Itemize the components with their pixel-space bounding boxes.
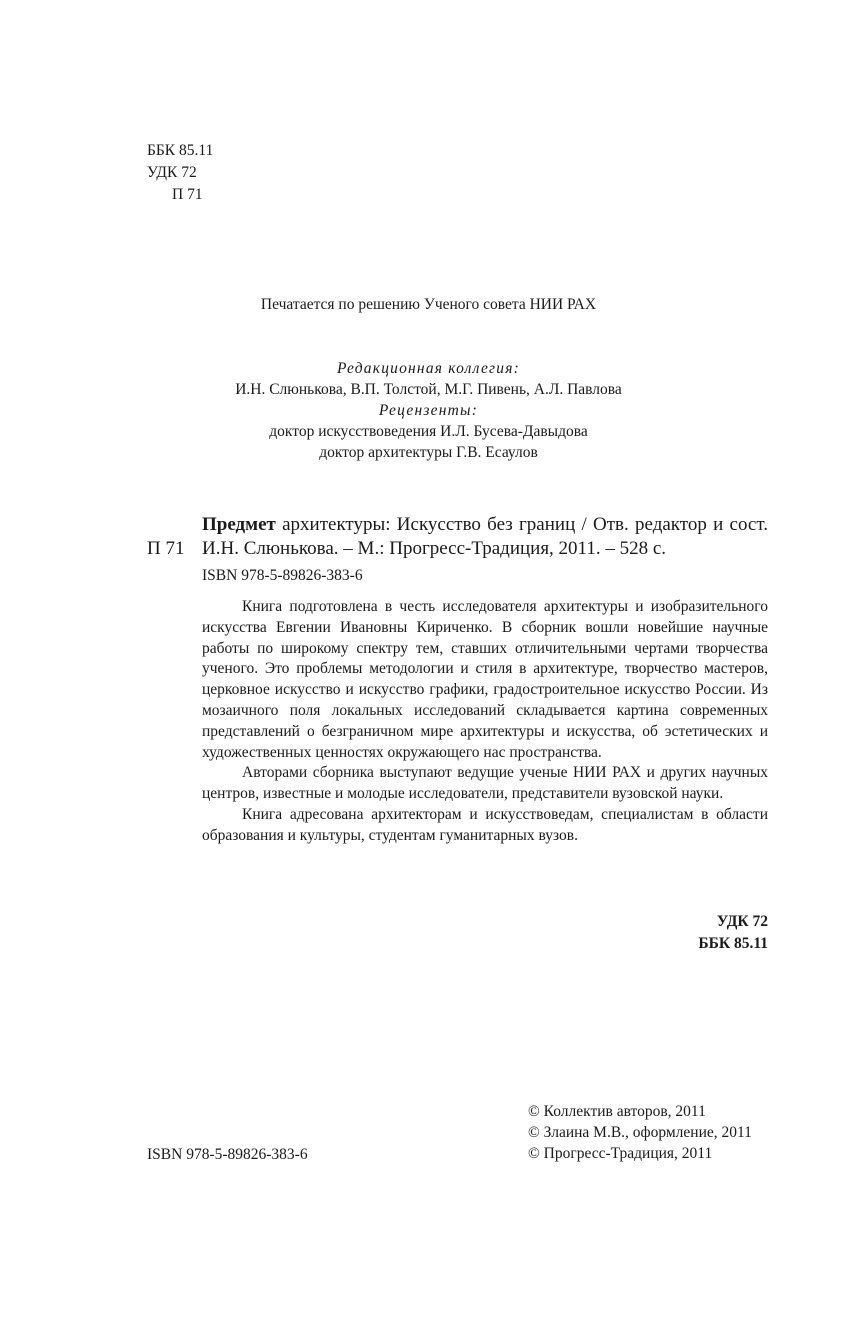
editorial-board-members: И.Н. Слюнькова, В.П. Толстой, М.Г. Пивень, А.Л. Павлова — [235, 381, 622, 398]
editorial-board-label: Редакционная коллегия: — [336, 360, 521, 377]
copyright-line: © Прогресс-Традиция, 2011 — [528, 1145, 713, 1162]
bbk-code-right: ББК 85.11 — [698, 935, 768, 952]
copyright-line: © Злаина М.В., оформление, 2011 — [528, 1124, 752, 1141]
annotation-paragraph-1: Книга подготовлена в честь исследователя архитектуры и изобразительного искусства Евгении Ивановны Кириченко. В сборник вошли новейшие научные работы по широкому спектру тем, ставших отличительными чертами творчества ученого. Это проблемы методологии и стиля в архитектуре, творчество мастеров, церковное искусство и искусство графики, градостроительное искусство России. Из мозаичного поля локальных исследований складывается картина современных представлений о безграничном мире архитектуры и искусства, об эстетических и художественных ценностях окружающего нас пространства. — [202, 598, 768, 761]
editorial-block — [0, 358, 857, 463]
annotation — [202, 597, 768, 847]
bbk-code: ББК 85.11 — [147, 142, 214, 159]
reviewer-1: доктор искусствоведения И.Л. Бусева-Давыдова — [269, 423, 588, 440]
copyright-block — [528, 1101, 752, 1164]
catalog-title-bold: Предмет — [202, 514, 276, 535]
udk-code: УДК 72 — [147, 164, 197, 181]
classification-codes-right — [698, 911, 768, 955]
reviewer-2: доктор архитектуры Г.В. Есаулов — [319, 444, 538, 461]
annotation-paragraph-2: Авторами сборника выступают ведущие ученые НИИ РАХ и других научных центров, известные и молодые исследователи, представители вузовской науки. — [202, 764, 768, 803]
copyright-line: © Коллектив авторов, 2011 — [528, 1103, 706, 1120]
publication-decision: Печатается по решению Ученого совета НИИ РАХ — [260, 296, 597, 313]
catalog-entry-text: архитектуры: Искусство без границ / Отв. редактор и сост. И.Н. Слюнькова. – М.: Прогресс-Традиция, 2011. – 528 с. — [202, 514, 768, 559]
catalog-entry — [202, 513, 768, 561]
isbn-bottom: ISBN 978-5-89826-383-6 — [147, 1146, 308, 1163]
catalog-author-mark: П 71 — [147, 538, 185, 559]
catalog-isbn: ISBN 978-5-89826-383-6 — [202, 567, 363, 584]
udk-code-right: УДК 72 — [716, 913, 768, 930]
author-mark: П 71 — [172, 186, 203, 203]
classification-codes-top — [147, 140, 213, 206]
reviewers-label: Рецензенты: — [378, 402, 479, 419]
annotation-paragraph-3: Книга адресована архитекторам и искусствоведам, специалистам в области образования и культуры, студентам гуманитарных вузов. — [202, 805, 768, 844]
